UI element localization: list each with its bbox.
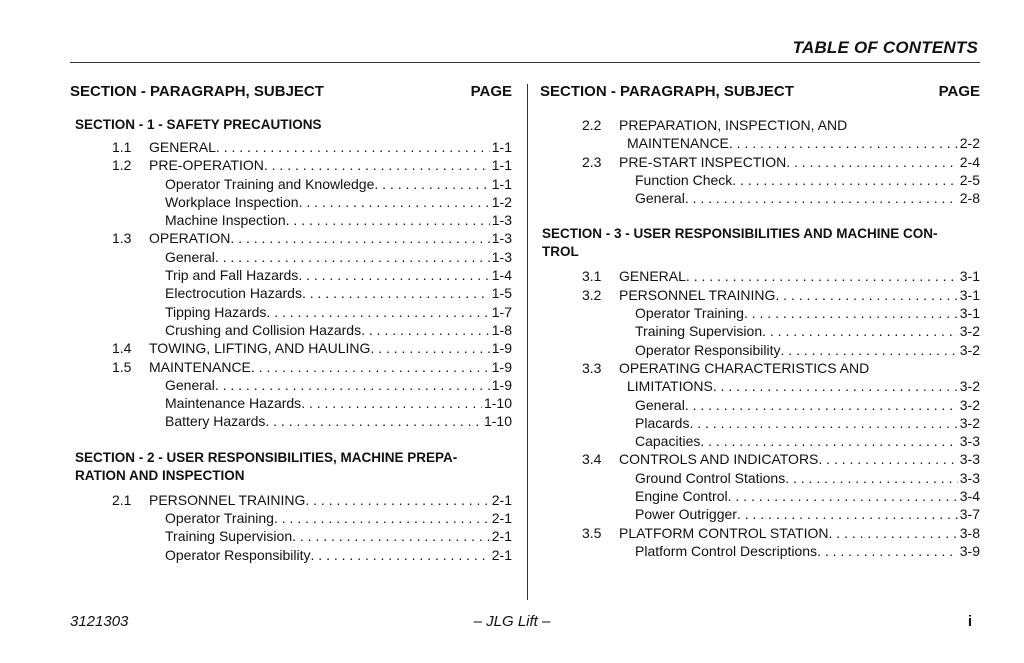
section-heading[interactable]: SECTION - 2 - USER RESPONSIBILITIES, MACHINE PREPA- RATION AND INSPECTION: [75, 449, 458, 483]
toc-entry[interactable]: 1.3 OPERATION . . . 1-3: [70, 229, 512, 247]
toc-entry-title: Tipping Hazards: [165, 303, 267, 320]
leader-dots: [737, 505, 958, 523]
toc-subentry[interactable]: [70, 376, 512, 394]
toc-subentry[interactable]: [70, 527, 512, 545]
toc-entry-title: PERSONNEL TRAINING: [149, 491, 306, 508]
toc-entry-page: 3-1: [959, 305, 980, 322]
toc-entry-title: OPERATION: [149, 230, 231, 247]
toc-right-column: [540, 82, 980, 560]
toc-entry-page: 2-1: [491, 528, 512, 545]
toc-entry-title: Maintenance Hazards: [165, 395, 302, 412]
toc-entry-title: PRE-OPERATION: [149, 157, 264, 174]
toc-entry-page: 3-2: [959, 341, 980, 358]
column-heading-subject: SECTION - PARAGRAPH, SUBJECT: [70, 83, 324, 100]
footer-publisher: – JLG Lift –: [473, 613, 551, 630]
toc-subentry[interactable]: [540, 432, 980, 450]
toc-entry-title: Operator Responsibility: [165, 546, 311, 563]
toc-entry-page: 1-7: [491, 303, 512, 320]
toc-subentry[interactable]: [70, 509, 512, 527]
toc-subentry[interactable]: [540, 189, 980, 207]
toc-entry-page: 1-10: [483, 413, 512, 430]
leader-dots: [251, 358, 490, 376]
leader-dots: [689, 414, 957, 432]
toc-entry-title: PERSONNEL TRAINING: [619, 286, 776, 303]
toc-entry-continued[interactable]: [540, 377, 980, 395]
toc-subentry[interactable]: [70, 546, 512, 564]
leader-dots: [374, 175, 489, 193]
toc-entry-page: 2-1: [491, 491, 512, 508]
column-heading-page: PAGE: [470, 83, 512, 100]
toc-entry-title: Crushing and Collision Hazards: [165, 321, 362, 338]
toc-entry-title: Capacities: [635, 433, 701, 450]
toc-entry-title: Function Check: [635, 171, 733, 188]
page-header-title: TABLE OF CONTENTS: [792, 38, 978, 57]
toc-subentry[interactable]: [540, 505, 980, 523]
toc-subentry[interactable]: [540, 487, 980, 505]
leader-dots: [732, 171, 957, 189]
toc-entry-title: Training Supervision: [165, 528, 293, 545]
toc-entry-title: Operator Training and Knowledge: [165, 175, 375, 192]
toc-entry-page: 3-3: [959, 469, 980, 486]
toc-entry[interactable]: 1.4 TOWING, LIFTING, AND HAULING . . . 1-9: [70, 339, 512, 357]
toc-entry-title: General: [165, 248, 215, 265]
leader-dots: [785, 469, 958, 487]
toc-entry-page: 2-4: [959, 153, 980, 170]
toc-subentry[interactable]: [540, 542, 980, 560]
toc-entry[interactable]: 3.3 OPERATING CHARACTERISTICS AND: [582, 359, 870, 376]
toc-entry-title: Trip and Fall Hazards: [165, 267, 299, 284]
toc-entry-page: 3-4: [959, 488, 980, 505]
toc-subentry[interactable]: [540, 304, 980, 322]
column-heading-subject: SECTION - PARAGRAPH, SUBJECT: [540, 83, 794, 100]
toc-subentry[interactable]: [70, 394, 512, 412]
toc-entry-title: MAINTENANCE: [149, 358, 251, 375]
toc-entry-page: 3-2: [959, 414, 980, 431]
toc-entry-page: 3-8: [959, 524, 980, 541]
toc-entry-page: 2-2: [959, 135, 980, 152]
toc-subentry[interactable]: [70, 175, 512, 193]
leader-dots: [700, 432, 957, 450]
leader-dots: [713, 377, 958, 395]
toc-entry-title: Electrocution Hazards: [165, 285, 302, 302]
leader-dots: [817, 542, 958, 560]
toc-entry-page: 3-7: [959, 506, 980, 523]
toc-entry-title: General: [165, 376, 215, 393]
toc-entry-title: GENERAL: [149, 139, 216, 155]
toc-entry-title: PREPARATION, INSPECTION, AND: [619, 117, 848, 133]
toc-entry[interactable]: 2.2 PREPARATION, INSPECTION, AND: [582, 117, 848, 133]
toc-entry-page: 1-2: [491, 193, 512, 210]
leader-dots: [298, 266, 489, 284]
toc-entry-page: 2-1: [491, 546, 512, 563]
toc-entry[interactable]: 3.2 PERSONNEL TRAINING . . . 3-1: [540, 286, 980, 304]
toc-entry-title: Engine Control: [635, 488, 728, 505]
toc-entry-title: Training Supervision: [635, 323, 763, 340]
toc-entry-title: Operator Responsibility: [635, 341, 781, 358]
toc-entry-page: 1-9: [491, 358, 512, 375]
toc-entry[interactable]: 1.1 GENERAL . . . 1-1: [70, 138, 512, 156]
leader-dots: [370, 339, 489, 357]
toc-entry-page: 1-1: [491, 157, 512, 174]
toc-entry-page: 1-4: [491, 267, 512, 284]
toc-entry-title: General: [635, 190, 685, 207]
toc-entry-title: Battery Hazards: [165, 413, 266, 430]
toc-entry-page: 3-3: [959, 433, 980, 450]
leader-dots: [775, 286, 957, 304]
section-heading[interactable]: SECTION - 3 - USER RESPONSIBILITIES AND MACHINE CON- TROL: [542, 226, 938, 260]
toc-entry[interactable]: 3.5 PLATFORM CONTROL STATION . . . 3-8: [540, 524, 980, 542]
toc-entry-title: Machine Inspection: [165, 212, 286, 229]
leader-dots: [216, 138, 490, 156]
toc-entry-title: General: [635, 396, 685, 413]
leader-dots: [264, 156, 490, 174]
toc-entry-title: LIMITATIONS: [627, 378, 713, 395]
toc-subentry[interactable]: [540, 171, 980, 189]
toc-entry-continued[interactable]: [540, 134, 980, 152]
toc-entry-title: PRE-START INSPECTION: [619, 153, 787, 170]
toc-entry-page: 1-1: [491, 175, 512, 192]
toc-entry-title: MAINTENANCE: [627, 135, 729, 152]
leader-dots: [286, 211, 490, 229]
toc-entry-page: 2-8: [959, 190, 980, 207]
leader-dots: [361, 321, 490, 339]
leader-dots: [301, 394, 482, 412]
toc-subentry[interactable]: [540, 322, 980, 340]
toc-entry-page: 1-5: [491, 285, 512, 302]
column-heading-page: PAGE: [938, 83, 980, 100]
toc-subentry[interactable]: [70, 321, 512, 339]
toc-entry-title: Ground Control Stations: [635, 469, 786, 486]
leader-dots: [302, 284, 490, 302]
toc-entry-page: 1-1: [491, 139, 512, 155]
toc-entry-title: OPERATING CHARACTERISTICS AND: [619, 359, 870, 376]
column-divider: [527, 84, 528, 600]
footer-page-number: i: [967, 613, 972, 630]
toc-entry[interactable]: 1.2 PRE-OPERATION . . . 1-1: [70, 156, 512, 174]
toc-entry[interactable]: 1.5 MAINTENANCE . . . 1-9: [70, 358, 512, 376]
leader-dots: [686, 267, 958, 285]
toc-subentry[interactable]: [540, 396, 980, 414]
toc-subentry[interactable]: [70, 266, 512, 284]
toc-entry-page: 3-2: [959, 378, 980, 395]
toc-entry-page: 1-9: [491, 376, 512, 393]
toc-entry-page: 1-9: [491, 340, 512, 357]
toc-subentry[interactable]: [540, 414, 980, 432]
column-heading: [70, 82, 512, 102]
toc-entry-title: Workplace Inspection: [165, 193, 299, 210]
toc-entry[interactable]: 2.3 PRE-START INSPECTION . . . 2-4: [540, 153, 980, 171]
leader-dots: [274, 509, 490, 527]
toc-entry-title: Operator Training: [165, 510, 274, 527]
toc-entry-page: 1-3: [491, 230, 512, 247]
toc-entry-page: 2-1: [491, 510, 512, 527]
leader-dots: [829, 524, 958, 542]
toc-entry-title: PLATFORM CONTROL STATION: [619, 524, 829, 541]
section-heading[interactable]: SECTION - 1 - SAFETY PRECAUTIONS: [75, 117, 322, 132]
toc-entry[interactable]: 3.1 GENERAL . . . 3-1: [540, 267, 980, 285]
toc-entry-page: 3-1: [959, 286, 980, 303]
leader-dots: [311, 546, 490, 564]
toc-entry-title: TOWING, LIFTING, AND HAULING: [149, 340, 371, 357]
leader-dots: [685, 189, 958, 207]
leader-dots: [728, 487, 958, 505]
toc-entry-page: 1-3: [491, 248, 512, 265]
footer-doc-number: 3121303: [70, 613, 129, 630]
leader-dots: [729, 134, 958, 152]
toc-subentry[interactable]: [70, 211, 512, 229]
leader-dots: [266, 303, 489, 321]
toc-entry-title: CONTROLS AND INDICATORS: [619, 451, 819, 468]
column-heading: [540, 82, 980, 102]
toc-entry-title: Operator Training: [635, 305, 744, 322]
toc-entry-title: Platform Control Descriptions: [635, 542, 818, 559]
toc-subentry[interactable]: [70, 284, 512, 302]
leader-dots: [818, 450, 957, 468]
leader-dots: [305, 491, 489, 509]
toc-entry-page: 1-3: [491, 212, 512, 229]
leader-dots: [786, 153, 958, 171]
toc-entry-page: 3-2: [959, 323, 980, 340]
leader-dots: [781, 341, 958, 359]
toc-entry-page: 2-5: [959, 171, 980, 188]
leader-dots: [744, 304, 958, 322]
toc-entry[interactable]: 2.1 PERSONNEL TRAINING . . . 2-1: [70, 491, 512, 509]
toc-subentry[interactable]: [70, 412, 512, 430]
toc-entry-page: 1-10: [483, 395, 512, 412]
leader-dots: [762, 322, 958, 340]
leader-dots: [685, 396, 958, 414]
toc-entry-page: 1-8: [491, 321, 512, 338]
toc-entry-page: 3-3: [959, 451, 980, 468]
toc-subentry[interactable]: [70, 248, 512, 266]
toc-entry-page: 3-2: [959, 396, 980, 413]
leader-dots: [299, 193, 490, 211]
leader-dots: [230, 229, 489, 247]
leader-dots: [265, 412, 482, 430]
toc-subentry[interactable]: [70, 193, 512, 211]
toc-entry-title: GENERAL: [619, 268, 686, 285]
toc-entry-title: Placards: [635, 414, 690, 431]
leader-dots: [215, 248, 490, 266]
leader-dots: [215, 376, 490, 394]
toc-entry-page: 3-9: [959, 542, 980, 559]
header-rule: [70, 62, 980, 63]
toc-subentry[interactable]: [540, 469, 980, 487]
toc-subentry[interactable]: [70, 303, 512, 321]
toc-entry-page: 3-1: [959, 268, 980, 285]
toc-entry[interactable]: 3.4 CONTROLS AND INDICATORS . . . 3-3: [540, 450, 980, 468]
toc-entry-title: Power Outrigger: [635, 506, 737, 523]
toc-subentry[interactable]: [540, 341, 980, 359]
leader-dots: [292, 527, 490, 545]
toc-left-column: [70, 82, 512, 564]
